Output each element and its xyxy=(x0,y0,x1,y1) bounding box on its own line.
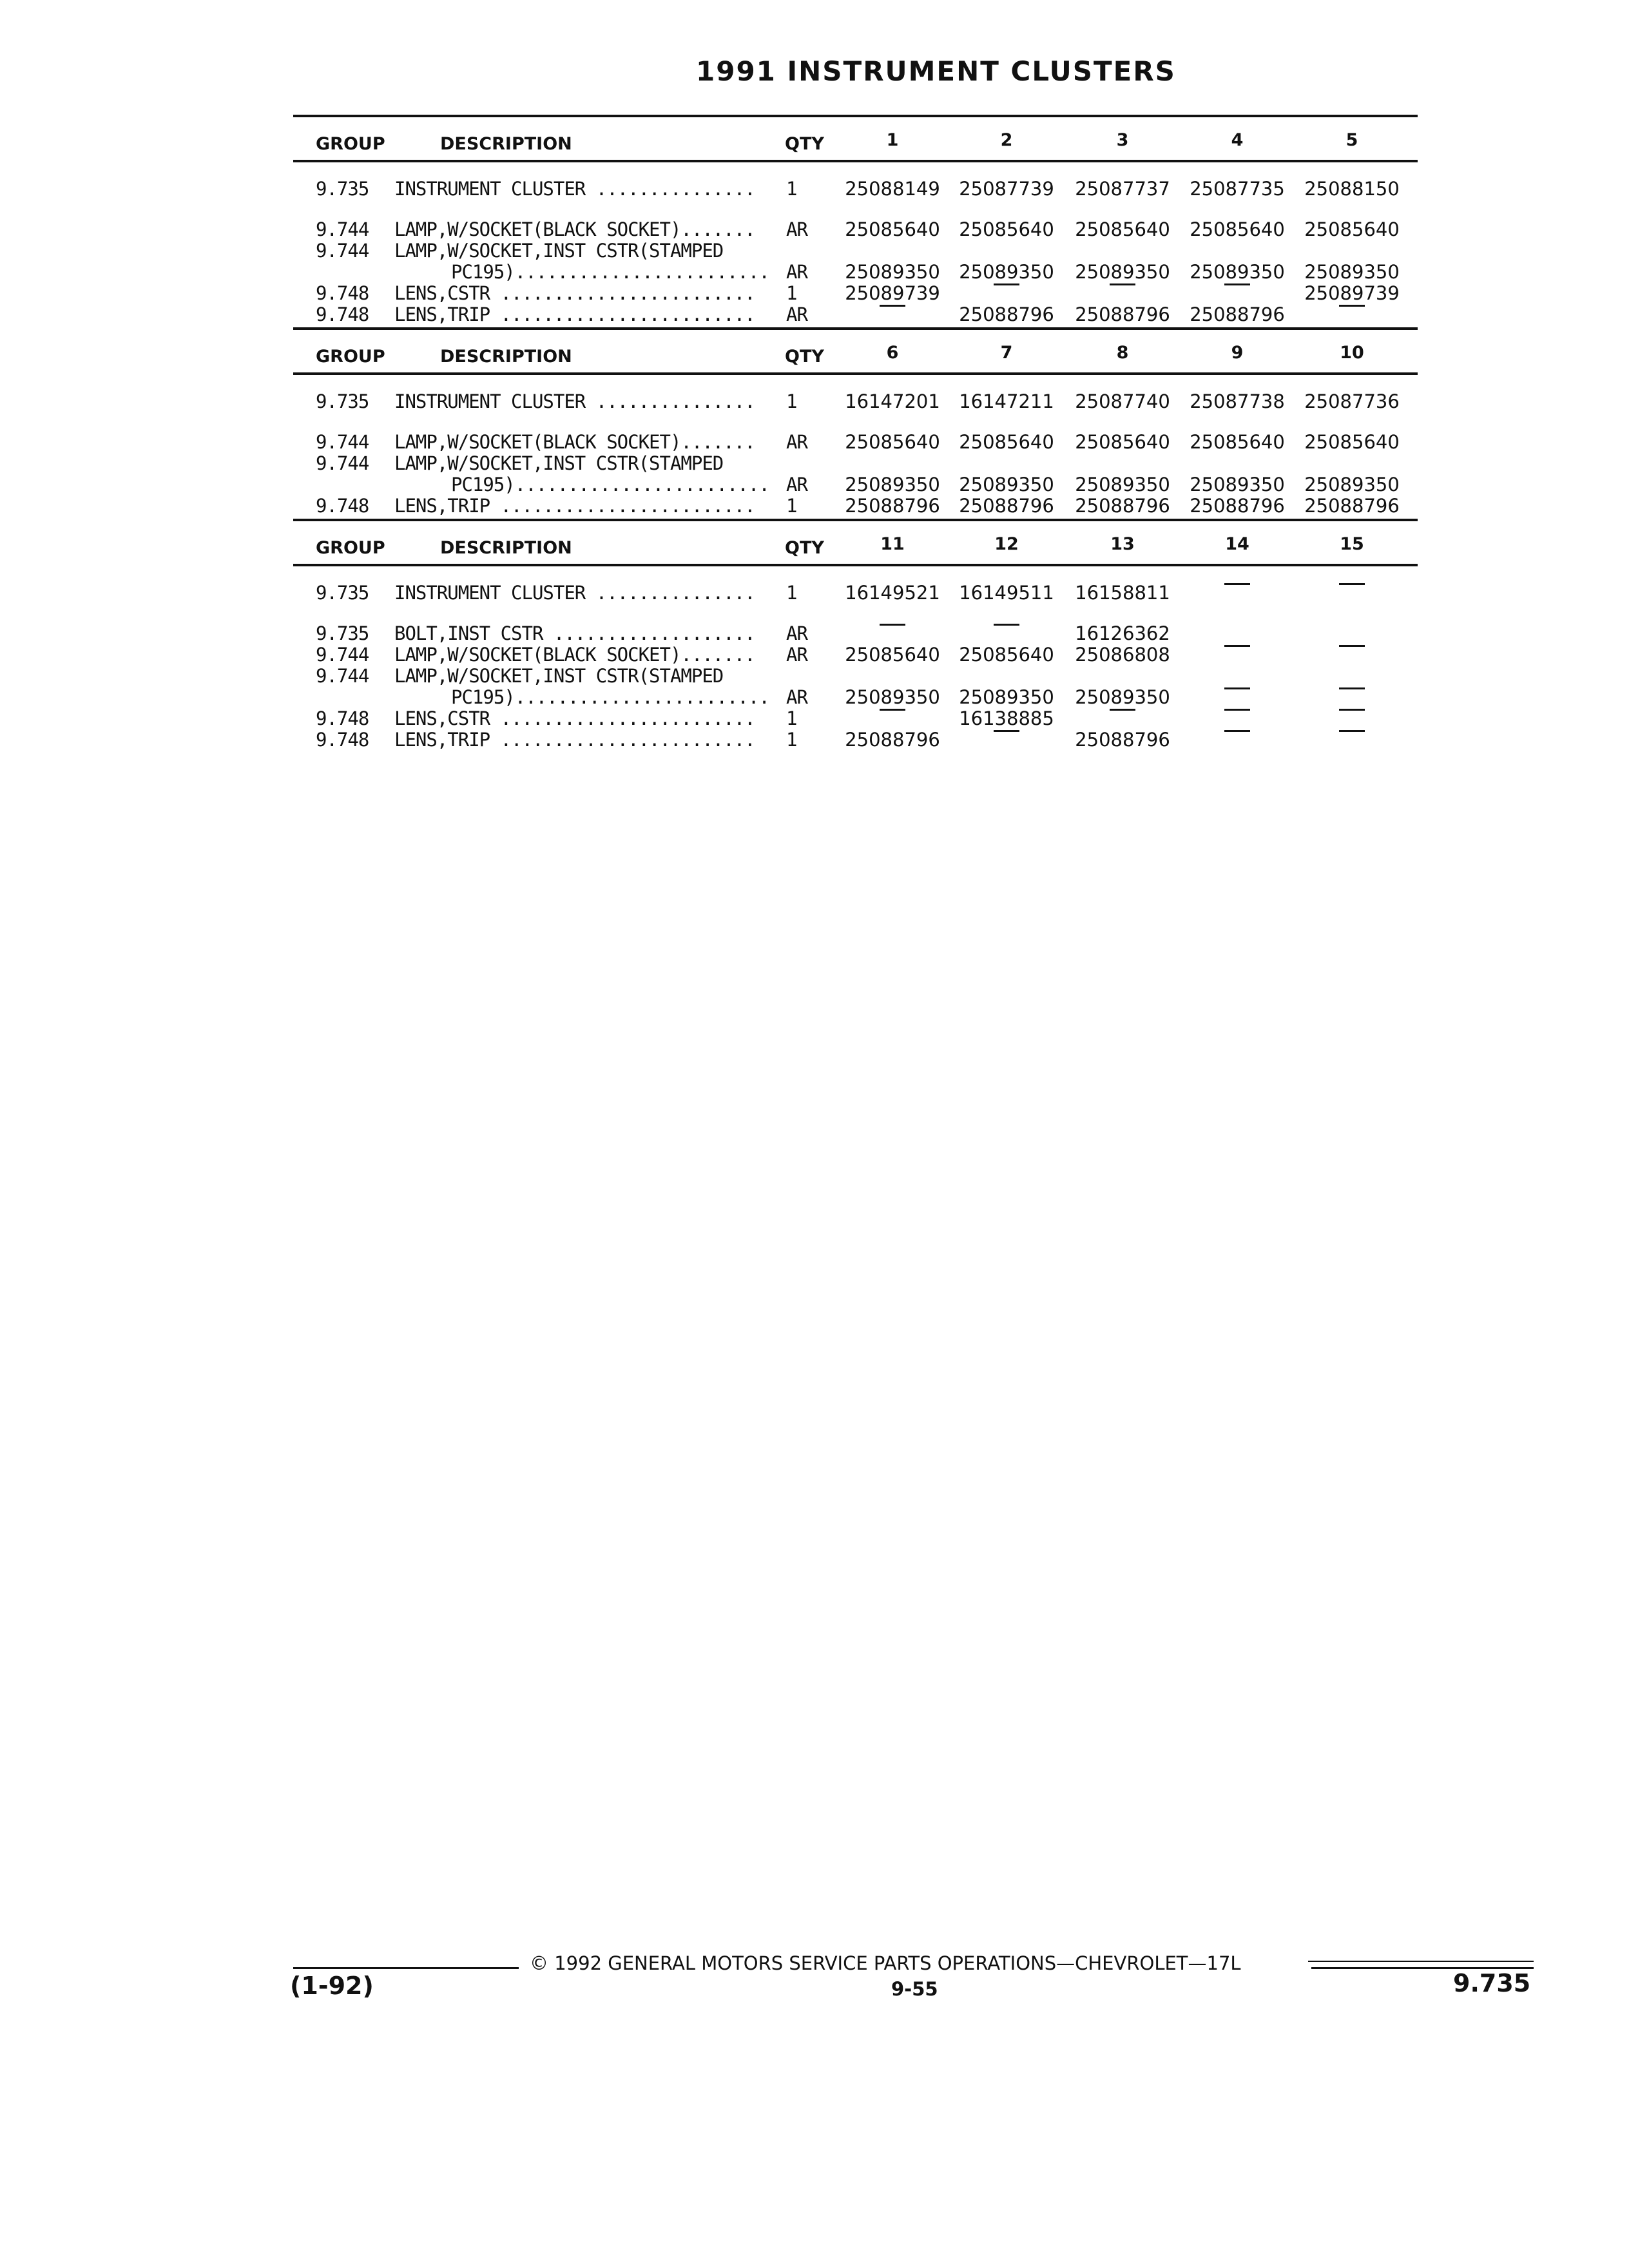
part-number: 25085640 xyxy=(1190,431,1285,453)
footer-section-number: 9.735 xyxy=(1453,1969,1531,1997)
header-column-2: 2 xyxy=(1000,130,1013,150)
part-number: 25088796 xyxy=(959,495,1054,517)
part-number: 25085640 xyxy=(845,644,940,666)
row-group: 9.748 xyxy=(316,729,369,751)
row-qty: AR xyxy=(786,218,807,240)
part-number: 16149521 xyxy=(845,582,940,604)
row-group: 9.744 xyxy=(316,644,369,666)
row-description: LAMP,W/SOCKET(BLACK SOCKET)....... xyxy=(394,431,755,453)
value-none-dash xyxy=(880,709,905,711)
header-qty: QTY xyxy=(785,347,824,367)
part-number: 25085640 xyxy=(1304,431,1400,453)
part-number: 25089350 xyxy=(959,261,1054,283)
header-column-7: 7 xyxy=(1000,343,1013,363)
part-number: 25089739 xyxy=(845,282,940,304)
part-number: 25085640 xyxy=(1304,218,1400,240)
row-group: 9.735 xyxy=(316,178,369,200)
row-group: 9.744 xyxy=(316,218,369,240)
row-group: 9.748 xyxy=(316,707,369,729)
part-number: 25085640 xyxy=(1190,218,1285,240)
header-column-4: 4 xyxy=(1231,130,1244,150)
value-none-dash xyxy=(1224,284,1250,285)
part-number: 25087736 xyxy=(1304,390,1400,412)
header-column-14: 14 xyxy=(1225,534,1249,554)
part-number: 16147201 xyxy=(845,390,940,412)
row-description: LENS,TRIP ........................ xyxy=(394,303,755,325)
row-group: 9.735 xyxy=(316,390,369,412)
row-qty: 1 xyxy=(786,390,797,412)
value-none-dash xyxy=(1339,709,1365,711)
value-none-dash xyxy=(1110,284,1135,285)
row-description: LAMP,W/SOCKET,INST CSTR(STAMPED xyxy=(394,240,724,262)
part-number: 25088796 xyxy=(1304,495,1400,517)
row-qty: 1 xyxy=(786,729,797,751)
part-number: 25087735 xyxy=(1190,178,1285,200)
footer-date: (1-92) xyxy=(290,1972,374,2000)
part-number: 25085640 xyxy=(1075,218,1170,240)
footer-rule-left xyxy=(293,1967,519,1969)
part-number: 25087739 xyxy=(959,178,1054,200)
footer-page-number: 9-55 xyxy=(891,1978,938,2000)
part-number: 25085640 xyxy=(1075,431,1170,453)
part-number: 25085640 xyxy=(959,431,1054,453)
row-description: LAMP,W/SOCKET,INST CSTR(STAMPED xyxy=(394,452,724,474)
part-number: 25085640 xyxy=(845,218,940,240)
row-qty: AR xyxy=(786,474,807,495)
part-number: 25088796 xyxy=(845,495,940,517)
part-number: 25085640 xyxy=(959,644,1054,666)
row-description: INSTRUMENT CLUSTER ............... xyxy=(394,390,755,412)
part-number: 25089350 xyxy=(1304,261,1400,283)
section-top-rule xyxy=(293,519,1418,521)
row-group: 9.748 xyxy=(316,282,369,304)
value-none-dash xyxy=(994,730,1019,732)
header-column-15: 15 xyxy=(1340,534,1364,554)
part-number: 25089350 xyxy=(1190,261,1285,283)
row-description: INSTRUMENT CLUSTER ............... xyxy=(394,178,755,200)
value-none-dash xyxy=(1339,645,1365,647)
part-number: 25088796 xyxy=(1190,303,1285,325)
row-qty: AR xyxy=(786,686,807,708)
row-qty: 1 xyxy=(786,582,797,604)
row-qty: 1 xyxy=(786,178,797,200)
value-none-dash xyxy=(1224,709,1250,711)
part-number: 25089350 xyxy=(1075,474,1170,495)
row-group: 9.748 xyxy=(316,303,369,325)
row-qty: 1 xyxy=(786,495,797,517)
row-group: 9.748 xyxy=(316,495,369,517)
part-number: 25085640 xyxy=(845,431,940,453)
row-description: BOLT,INST CSTR ................... xyxy=(394,622,755,644)
row-description: LENS,CSTR ........................ xyxy=(394,282,755,304)
part-number: 25088796 xyxy=(1190,495,1285,517)
value-none-dash xyxy=(994,624,1019,626)
header-column-6: 6 xyxy=(886,343,899,363)
row-group: 9.744 xyxy=(316,240,369,262)
section-top-rule xyxy=(293,115,1418,117)
part-number: 25089350 xyxy=(845,474,940,495)
part-number: 16147211 xyxy=(959,390,1054,412)
row-description: INSTRUMENT CLUSTER ............... xyxy=(394,582,755,604)
value-none-dash xyxy=(1224,645,1250,647)
header-column-10: 10 xyxy=(1340,343,1364,363)
part-number: 25088796 xyxy=(1075,303,1170,325)
row-description: LENS,CSTR ........................ xyxy=(394,707,755,729)
row-description-cont: PC195)........................ xyxy=(451,474,769,495)
part-number: 25087740 xyxy=(1075,390,1170,412)
part-number: 25087737 xyxy=(1075,178,1170,200)
value-none-dash xyxy=(994,284,1019,285)
header-group: GROUP xyxy=(316,347,385,367)
header-group: GROUP xyxy=(316,538,385,558)
part-number: 25088796 xyxy=(1075,729,1170,751)
part-number: 25088796 xyxy=(845,729,940,751)
part-number: 16126362 xyxy=(1075,622,1170,644)
header-column-8: 8 xyxy=(1116,343,1129,363)
row-description-cont: PC195)........................ xyxy=(451,261,769,283)
footer-copyright: © 1992 GENERAL MOTORS SERVICE PARTS OPERATIONS—CHEVROLET—17L xyxy=(530,1952,1241,1974)
part-number: 25088796 xyxy=(1075,495,1170,517)
row-group: 9.744 xyxy=(316,665,369,687)
row-description: LAMP,W/SOCKET(BLACK SOCKET)....... xyxy=(394,644,755,666)
header-column-5: 5 xyxy=(1345,130,1358,150)
value-none-dash xyxy=(1224,687,1250,689)
part-number: 25089350 xyxy=(845,686,940,708)
header-column-12: 12 xyxy=(994,534,1019,554)
part-number: 25085640 xyxy=(959,218,1054,240)
row-group: 9.744 xyxy=(316,431,369,453)
row-description-cont: PC195)........................ xyxy=(451,686,769,708)
value-none-dash xyxy=(1339,583,1365,585)
row-description: LAMP,W/SOCKET,INST CSTR(STAMPED xyxy=(394,665,724,687)
row-qty: 1 xyxy=(786,707,797,729)
row-qty: 1 xyxy=(786,282,797,304)
row-description: LAMP,W/SOCKET(BLACK SOCKET)....... xyxy=(394,218,755,240)
part-number: 25089350 xyxy=(959,474,1054,495)
header-qty: QTY xyxy=(785,538,824,558)
part-number: 25086808 xyxy=(1075,644,1170,666)
section-header-rule xyxy=(293,160,1418,162)
part-number: 25089350 xyxy=(1190,474,1285,495)
header-description: DESCRIPTION xyxy=(440,538,572,558)
value-none-dash xyxy=(1224,583,1250,585)
row-qty: AR xyxy=(786,644,807,666)
header-group: GROUP xyxy=(316,134,385,154)
part-number: 25088796 xyxy=(959,303,1054,325)
section-header-rule xyxy=(293,372,1418,375)
footer-rule-right-top xyxy=(1308,1961,1534,1962)
row-group: 9.744 xyxy=(316,452,369,474)
header-column-1: 1 xyxy=(886,130,899,150)
page-title: 1991 INSTRUMENT CLUSTERS xyxy=(696,55,1176,87)
value-none-dash xyxy=(1339,687,1365,689)
part-number: 16149511 xyxy=(959,582,1054,604)
row-qty: AR xyxy=(786,431,807,453)
value-none-dash xyxy=(880,624,905,626)
part-number: 25089739 xyxy=(1304,282,1400,304)
part-number: 25089350 xyxy=(959,686,1054,708)
header-column-9: 9 xyxy=(1231,343,1244,363)
header-description: DESCRIPTION xyxy=(440,347,572,367)
section-header-rule xyxy=(293,564,1418,566)
value-none-dash xyxy=(1110,709,1135,711)
value-none-dash xyxy=(1224,730,1250,732)
part-number: 25088149 xyxy=(845,178,940,200)
row-qty: AR xyxy=(786,261,807,283)
value-none-dash xyxy=(1339,305,1365,307)
section-top-rule xyxy=(293,327,1418,330)
row-qty: AR xyxy=(786,303,807,325)
header-column-13: 13 xyxy=(1110,534,1135,554)
value-none-dash xyxy=(1339,730,1365,732)
part-number: 16138885 xyxy=(959,707,1054,729)
row-group: 9.735 xyxy=(316,582,369,604)
row-description: LENS,TRIP ........................ xyxy=(394,729,755,751)
part-number: 25088150 xyxy=(1304,178,1400,200)
row-qty: AR xyxy=(786,622,807,644)
part-number: 25087738 xyxy=(1190,390,1285,412)
part-number: 25089350 xyxy=(1304,474,1400,495)
row-description: LENS,TRIP ........................ xyxy=(394,495,755,517)
header-column-3: 3 xyxy=(1116,130,1129,150)
part-number: 25089350 xyxy=(1075,261,1170,283)
part-number: 25089350 xyxy=(845,261,940,283)
header-description: DESCRIPTION xyxy=(440,134,572,154)
header-column-11: 11 xyxy=(880,534,905,554)
part-number: 25089350 xyxy=(1075,686,1170,708)
part-number: 16158811 xyxy=(1075,582,1170,604)
header-qty: QTY xyxy=(785,134,824,154)
row-group: 9.735 xyxy=(316,622,369,644)
value-none-dash xyxy=(880,305,905,307)
